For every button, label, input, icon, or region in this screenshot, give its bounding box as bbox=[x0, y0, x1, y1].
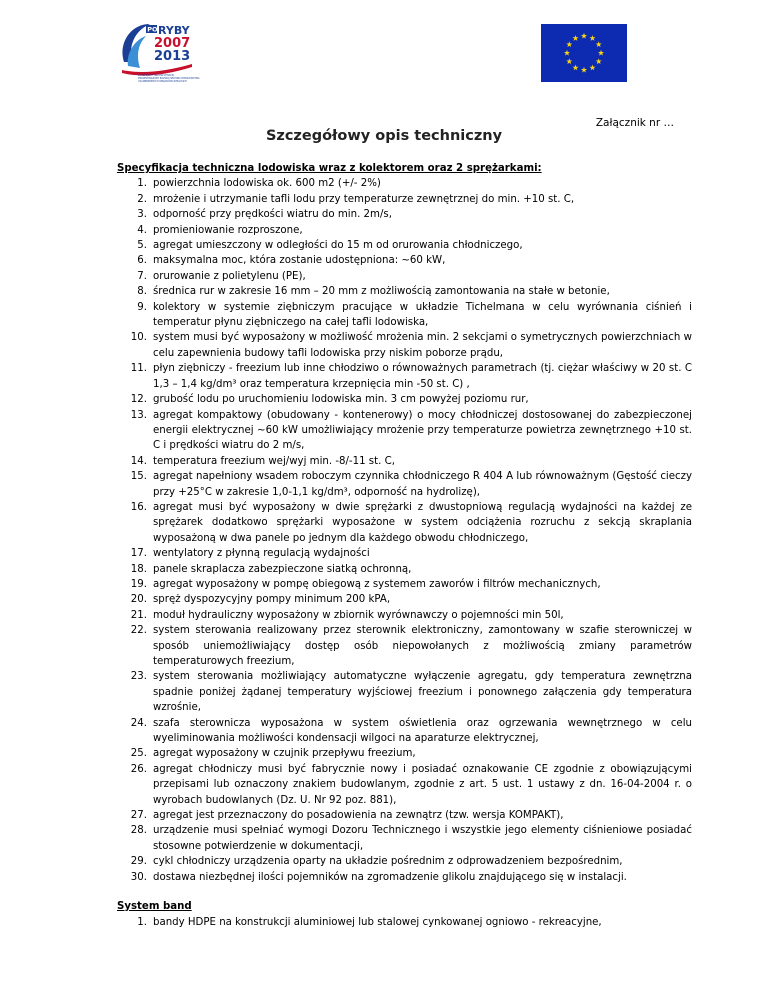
item-number: 4. bbox=[137, 224, 147, 236]
eu-flag-field bbox=[541, 24, 627, 82]
item-number: 10. bbox=[130, 332, 147, 344]
item-text: urządzenie musi spełniać wymogi Dozoru Technicznego i wszystkie jego elementy ciśnieniowe posiadać stosowne potwierdzenie w dokumentacji, bbox=[153, 825, 692, 852]
logo-tagline-1: EUROPEJSKI FUNDUSZ RYBACKI bbox=[138, 74, 175, 77]
item-text: system sterowania możliwiający automatyczne wyłączenie agregatu, gdy temperatura zewnętrzna spadnie poniżej żądanej temperatury wyjściowej freezium i ponownego załączenia gdy temperatura wzrośnie, bbox=[153, 671, 692, 714]
item-number: 26. bbox=[130, 763, 147, 775]
list-item bbox=[117, 238, 692, 253]
item-text: bandy HDPE na konstrukcji aluminiowej lub stalowej cynkowanej ogniowo - rekreacyjne, bbox=[153, 916, 602, 928]
list-item bbox=[117, 746, 692, 761]
item-text: agregat chłodniczy musi być fabrycznie nowy i posiadać oznakowanie CE zgodnie z obowiązującymi przepisami lub oznaczony znakiem budowlanym, zgodnie z art. 5 ust. 1 ustawy z dn. 16-04-2004 r. o wyrobach budowlanych (Dz. U. Nr 92 poz. 881), bbox=[153, 763, 692, 806]
eu-flag-logo bbox=[541, 24, 627, 82]
list-item bbox=[117, 669, 692, 715]
item-number: 11. bbox=[130, 363, 147, 375]
section-specification bbox=[117, 161, 692, 885]
item-text: agregat wyposażony w pompę obiegową z systemem zaworów i filtrów mechanicznych, bbox=[153, 578, 601, 590]
item-number: 25. bbox=[130, 748, 147, 760]
item-text: panele skraplacza zabezpieczone siatką ochronną, bbox=[153, 563, 412, 575]
item-number: 16. bbox=[130, 501, 147, 513]
item-number: 9. bbox=[137, 301, 147, 313]
item-text: moduł hydrauliczny wyposażony w zbiornik wyrównawczy o pojemności min 50l, bbox=[153, 609, 564, 621]
logo-ribbon-text: PO bbox=[147, 25, 158, 34]
list-item bbox=[117, 176, 692, 191]
list-item bbox=[117, 592, 692, 607]
item-number: 13. bbox=[130, 409, 147, 421]
item-number: 28. bbox=[130, 825, 147, 837]
item-text: orurowanie z polietylenu (PE), bbox=[153, 270, 306, 282]
list-item bbox=[117, 330, 692, 361]
list-item bbox=[117, 577, 692, 592]
list-item bbox=[117, 361, 692, 392]
item-number: 24. bbox=[130, 717, 147, 729]
section-heading: Specyfikacja techniczna lodowiska wraz z kolektorem oraz 2 sprężarkami: bbox=[117, 163, 542, 174]
list-item bbox=[117, 823, 692, 854]
item-text: średnica rur w zakresie 16 mm – 20 mm z możliwością zamontowania na stałe w betonie, bbox=[153, 286, 610, 298]
item-text: agregat kompaktowy (obudowany - kontenerowy) o mocy chłodniczej dostosowanej do zabezpieczonej energii elektrycznej ~60 kW umożliwiający mrożenie przy temperaturze powietrza zewnętrznego +10 st. C i prędkości wiatru do 2 m/s, bbox=[153, 409, 692, 452]
list-item bbox=[117, 469, 692, 500]
section-system-band bbox=[117, 899, 692, 930]
po-ryby-logo bbox=[110, 14, 204, 88]
list-item bbox=[117, 408, 692, 454]
item-number: 1. bbox=[137, 178, 147, 190]
item-text: mrożenie i utrzymanie tafli lodu przy temperaturze zewnętrznej do min. +10 st. C, bbox=[153, 193, 575, 205]
list-item bbox=[117, 870, 692, 885]
po-ryby-logo-icon bbox=[110, 14, 204, 88]
section-heading: System band bbox=[117, 901, 192, 913]
item-text: agregat musi być wyposażony w dwie sprężarki z dwustopniową regulacją wydajności na każdej ze sprężarek dodatkowo sprężarki wyposażone w system odciążenia rozruchu z sekcją skraplania wyposażoną w dwa panele po jednym dla każdego obwodu chłodniczego, bbox=[153, 501, 692, 544]
item-number: 30. bbox=[130, 871, 147, 883]
list-item bbox=[117, 192, 692, 207]
item-text: spręż dyspozycyjny pompy minimum 200 kPA, bbox=[153, 594, 391, 606]
item-number: 29. bbox=[130, 856, 147, 868]
list-item bbox=[117, 562, 692, 577]
item-text: kolektory w systemie ziębniczym pracujące w układzie Tichelmana w celu wyrównania ciśnień i temperatur płynu ziębniczego na całej tafli lodowiska, bbox=[153, 301, 692, 329]
list-item bbox=[117, 608, 692, 623]
item-number: 14. bbox=[130, 455, 147, 467]
item-text: temperatura freezium wej/wyj min. -8/-11 st. C, bbox=[153, 455, 395, 467]
item-text: promieniowanie rozproszone, bbox=[153, 224, 303, 236]
item-text: odporność przy prędkości wiatru do min. 2m/s, bbox=[153, 209, 392, 221]
page-title: Szczegółowy opis techniczny bbox=[265, 128, 503, 144]
item-number: 27. bbox=[130, 810, 147, 822]
item-number: 2. bbox=[137, 193, 147, 205]
item-number: 3. bbox=[137, 209, 147, 221]
item-text: dostawa niezbędnej ilości pojemników na zgromadzenie glikolu znajdującego się w instalacji. bbox=[153, 871, 627, 883]
item-text: płyn ziębniczy - freezium lub inne chłodziwo o równoważnych parametrach (tj. ciężar właściwy w 20 st. C 1,3 – 1,4 kg/dm³ oraz temperatura krzepnięcia min -50 st. C) , bbox=[153, 363, 692, 390]
logo-brand-text: RYBY bbox=[158, 24, 190, 37]
list-item bbox=[117, 623, 692, 669]
item-text: szafa sterownicza wyposażona w system oświetlenia oraz ogrzewania wewnętrznego w celu wyeliminowania możliwości kondensacji wilgoci na aparaturze elektrycznej, bbox=[153, 717, 692, 745]
item-text: system musi być wyposażony w możliwość mrożenia min. 2 sekcjami o symetrycznych powierzchniach w celu zapewnienia budowy tafli lodowiska przy niskim poborze prądu, bbox=[153, 332, 692, 359]
band-list bbox=[117, 915, 692, 930]
list-item bbox=[117, 284, 692, 299]
list-item bbox=[117, 915, 692, 930]
logo-year1-text: 2007 bbox=[154, 36, 191, 51]
item-text: agregat umieszczony w odległości do 15 m od orurowania chłodniczego, bbox=[153, 240, 523, 252]
item-number: 22. bbox=[130, 625, 147, 637]
item-number: 17. bbox=[130, 548, 147, 560]
item-number: 15. bbox=[130, 471, 147, 483]
item-number: 7. bbox=[137, 270, 147, 282]
item-number: 21. bbox=[130, 609, 147, 621]
list-item bbox=[117, 454, 692, 469]
list-item bbox=[117, 500, 692, 546]
eu-flag-icon bbox=[541, 24, 627, 82]
item-text: system sterowania realizowany przez sterownik elektroniczny, zamontowany w szafie sterowniczej w sposób uniemożliwiający dostęp osób niepowołanych z możliwością zmiany parametrów temperaturowych freezium, bbox=[153, 625, 692, 667]
list-item bbox=[117, 253, 692, 268]
list-item bbox=[117, 716, 692, 747]
item-number: 19. bbox=[130, 578, 147, 590]
logo-tagline-3: I NADBRZEŻNYCH OBSZARÓW RYBACKICH bbox=[138, 80, 187, 83]
list-item bbox=[117, 300, 692, 331]
list-item bbox=[117, 269, 692, 284]
item-text: cykl chłodniczy urządzenia oparty na układzie pośrednim z odprowadzeniem bezpośrednim, bbox=[153, 856, 623, 868]
item-number: 1. bbox=[137, 916, 147, 928]
annex-label: Załącznik nr … bbox=[595, 117, 674, 129]
document-body bbox=[117, 161, 692, 930]
item-number: 12. bbox=[130, 394, 147, 406]
item-number: 5. bbox=[137, 240, 147, 252]
item-text: grubość lodu po uruchomieniu lodowiska min. 3 cm powyżej poziomu rur, bbox=[153, 394, 529, 406]
list-item bbox=[117, 762, 692, 808]
item-text: agregat wyposażony w czujnik przepływu freezium, bbox=[153, 748, 416, 760]
spec-list bbox=[117, 176, 692, 885]
item-number: 6. bbox=[137, 255, 147, 267]
logo-tagline-2: ZRÓWNOWAŻONY ROZWÓJ SEKTORA RYBOŁÓWSTWA bbox=[138, 77, 200, 80]
item-number: 23. bbox=[130, 671, 147, 683]
list-item bbox=[117, 207, 692, 222]
list-item bbox=[117, 808, 692, 823]
list-item bbox=[117, 546, 692, 561]
item-text: maksymalna moc, która zostanie udostępniona: ~60 kW, bbox=[153, 255, 446, 267]
item-text: wentylatory z płynną regulacją wydajności bbox=[153, 548, 370, 560]
logo-year2-text: 2013 bbox=[154, 49, 191, 64]
item-number: 20. bbox=[130, 594, 147, 606]
item-number: 18. bbox=[130, 563, 147, 575]
item-text: powierzchnia lodowiska ok. 600 m2 (+/- 2%) bbox=[153, 178, 381, 190]
item-number: 8. bbox=[137, 286, 147, 298]
list-item bbox=[117, 854, 692, 869]
item-text: agregat napełniony wsadem roboczym czynnika chłodniczego R 404 A lub równoważnym (Gęstość cieczy przy +25°C w zakresie 1,0-1,1 kg/dm³, odporność na hydrolizę), bbox=[153, 471, 692, 498]
list-item bbox=[117, 392, 692, 407]
item-text: agregat jest przeznaczony do posadowienia na zewnątrz (tzw. wersja KOMPAKT), bbox=[153, 810, 564, 822]
list-item bbox=[117, 223, 692, 238]
